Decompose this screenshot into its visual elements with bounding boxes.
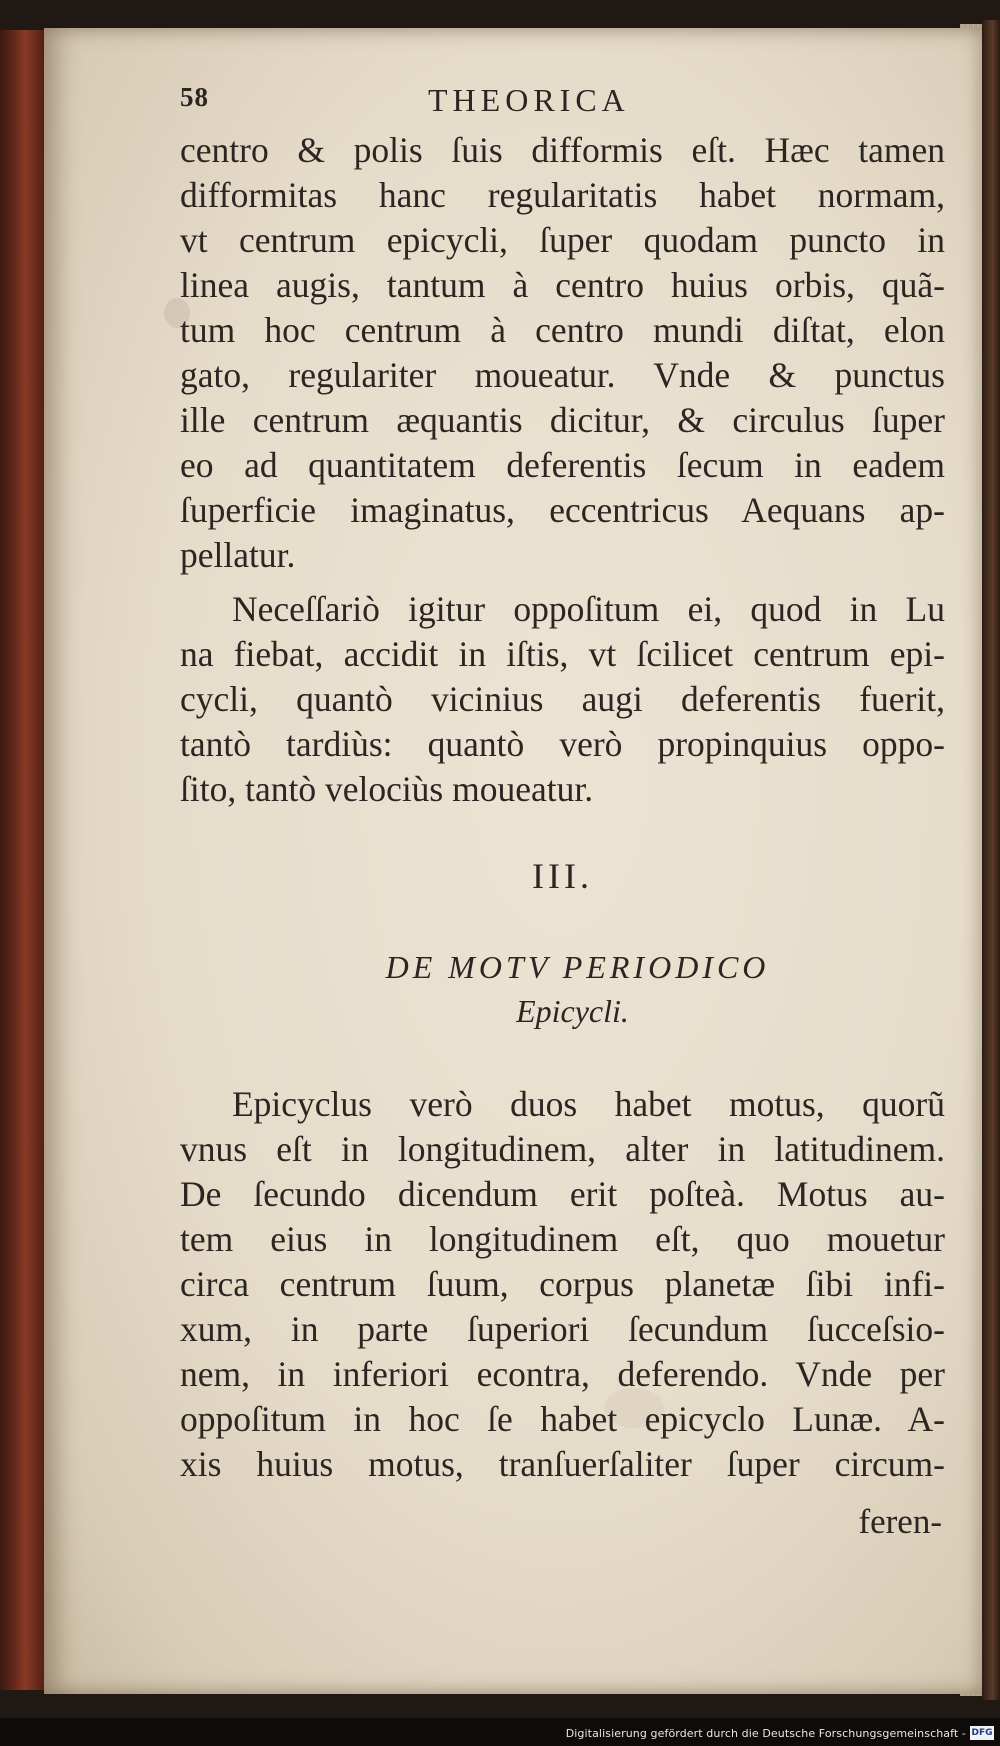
chapter-heading-title: DE MOTV PERIODICO <box>385 949 770 985</box>
chapter-heading <box>180 945 945 1033</box>
text-line: tantò tardiùs: quantò verò propinquius oppo- <box>180 724 945 764</box>
text-line: De ſecundo dicendum erit poſteà. Motus au- <box>180 1174 945 1214</box>
catchword: feren- <box>858 1502 942 1541</box>
text-line: circa centrum ſuum, corpus planetæ ſibi infi- <box>180 1264 945 1304</box>
page-number: 58 <box>180 82 209 112</box>
text-line: cycli, quantò vicinius augi deferentis fuerit, <box>180 679 945 719</box>
text-line: linea augis, tantum à centro huius orbis, quã- <box>180 265 945 305</box>
dfg-logo: DFG <box>971 1728 993 1738</box>
text-line: centro & polis ſuis difformis eſt. Hæc tamen <box>180 130 945 170</box>
book-binding-left <box>0 30 46 1690</box>
text-line: pellatur. <box>180 535 296 575</box>
text-line: Epicyclus verò duos habet motus, quorũ <box>232 1084 945 1124</box>
chapter-heading-subtitle: Epicycli. <box>516 993 629 1029</box>
digitization-credit: Digitalisierung gefördert durch die Deutsche Forschungsgemeinschaft - <box>565 1727 966 1740</box>
paragraph-1 <box>180 128 945 578</box>
text-line: vt centrum epicycli, ſuper quodam puncto in <box>180 220 945 260</box>
text-line: ſito, tantò velociùs moueatur. <box>180 769 594 809</box>
paragraph-3 <box>180 1082 945 1487</box>
text-line: tum hoc centrum à centro mundi diſtat, elon <box>180 310 945 350</box>
text-line: vnus eſt in longitudinem, alter in latitudinem. <box>180 1129 945 1169</box>
text-line: oppoſitum in hoc ſe habet epicyclo Lunæ. A- <box>180 1399 945 1439</box>
text-line: xum, in parte ſuperiori ſecundum ſucceſsio- <box>180 1309 945 1349</box>
text-line: nem, in inferiori econtra, deferendo. Vnde per <box>180 1354 945 1394</box>
text-line: tem eius in longitudinem eſt, quo mouetur <box>180 1219 945 1259</box>
book-binding-right <box>982 20 1000 1700</box>
text-line: gato, regulariter moueatur. Vnde & punctus <box>180 355 945 395</box>
text-line: xis huius motus, tranſuerſaliter ſuper circum- <box>180 1444 945 1484</box>
text-line: ille centrum æquantis dicitur, & circulus ſuper <box>180 400 945 440</box>
text-line: ſuperficie imaginatus, eccentricus Aequans ap- <box>180 490 945 530</box>
running-title: THEORICA <box>428 82 630 118</box>
paragraph-2 <box>180 587 945 812</box>
chapter-number: III. <box>532 856 593 896</box>
running-head <box>180 82 945 122</box>
text-line: Neceſſariò igitur oppoſitum ei, quod in Lu <box>232 589 945 629</box>
text-line: na fiebat, accidit in iſtis, vt ſcilicet centrum epi- <box>180 634 945 674</box>
text-line: eo ad quantitatem deferentis ſecum in eadem <box>180 445 945 485</box>
text-line: difformitas hanc regularitatis habet normam, <box>180 175 945 215</box>
